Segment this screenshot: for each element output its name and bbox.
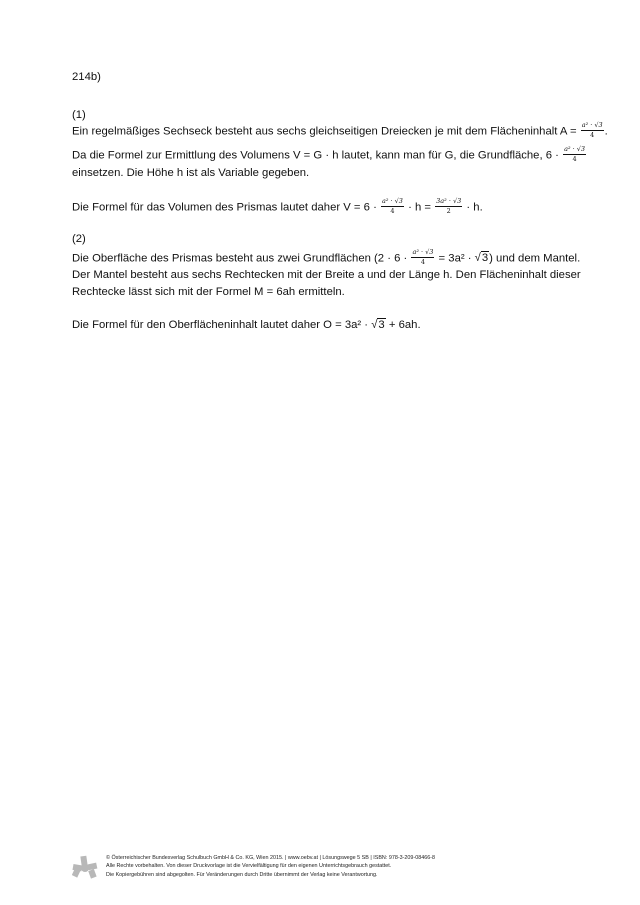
fraction-numerator: a² · √3 [412, 248, 434, 256]
footer-text [106, 854, 435, 879]
footer-rights: Alle Rechte vorbehalten. Von dieser Druckvorlage ist die Vervielfältigung für den eigenen Unterrichtsgebrauch gestattet. [106, 863, 392, 870]
fraction-a2sqrt3-over-4 [563, 146, 586, 163]
part1-line1-end: . [604, 125, 608, 138]
part1-line1-text: Ein regelmäßiges Sechseck besteht aus sechs gleichseitigen Dreiecken je mit dem Flächeninhalt A = [72, 125, 577, 138]
part2-line1 [72, 250, 580, 267]
fraction-a2sqrt3-over-4 [411, 249, 434, 266]
part2-line4 [72, 318, 421, 332]
part1-line4 [72, 199, 483, 216]
part2-line4-text-a: Die Formel für den Oberflächeninhalt lautet daher O = 3a² · [72, 319, 369, 331]
fraction-a2sqrt3-over-4 [581, 122, 604, 139]
publisher-logo-icon [72, 855, 98, 881]
fraction-a2sqrt3-over-4 [381, 198, 404, 215]
sqrt-3 [475, 252, 490, 264]
part1-line4-text-c: · h. [466, 201, 483, 214]
sqrt-sign: √ [371, 319, 378, 331]
sqrt-radicand: 3 [378, 319, 385, 331]
part2-line4-text-b: + 6ah. [388, 319, 421, 331]
part1-line4-text-a: Die Formel für das Volumen des Prismas lautet daher V = 6 · [72, 201, 377, 214]
part1-line3: einsetzen. Die Höhe h ist als Variable gegeben. [72, 167, 310, 179]
fraction-numerator: a² · √3 [581, 121, 603, 129]
footer-fees: Die Kopiergebühren sind abgegolten. Für Veränderungen durch Dritte übernimmt der Verlag keine Verantwortung. [106, 871, 378, 878]
part2-line1-text-c: ) und dem Mantel. [489, 252, 581, 265]
part1-label: (1) [72, 109, 86, 121]
part1-line2 [72, 147, 587, 164]
fraction-numerator: a² · √3 [564, 145, 586, 153]
exercise-heading: 214b) [72, 71, 101, 83]
fraction-denominator: 2 [446, 207, 451, 215]
footer-copyright: © Österreichischer Bundesverlag Schulbuch GmbH & Co. KG, Wien 2015. | www.oebv.at | Lösungswege 5 SB | ISBN: 978-3-209-08466-8 [106, 855, 435, 861]
fraction-numerator: a² · √3 [381, 197, 403, 205]
fraction-3a2sqrt3-over-2 [435, 198, 462, 215]
fraction-denominator: 4 [572, 155, 577, 163]
part2-line1-text-a: Die Oberfläche des Prismas besteht aus zwei Grundflächen (2 · 6 · [72, 252, 408, 265]
fraction-denominator: 4 [590, 131, 595, 139]
footer [72, 852, 592, 882]
part1-line2-text: Da die Formel zur Ermittlung des Volumens V = G · h lautet, kann man für G, die Grundfläche, 6 · [72, 149, 559, 162]
sqrt-3 [371, 319, 386, 331]
part2-label: (2) [72, 233, 86, 245]
sqrt-radicand: 3 [481, 252, 489, 265]
part2-line2: Der Mantel besteht aus sechs Rechtecken mit der Breite a und der Länge h. Den Flächeninhalt dieser [72, 269, 581, 281]
fraction-numerator: 3a² · √3 [436, 197, 462, 205]
part1-line4-text-b: · h = [408, 201, 432, 214]
sqrt-sign: √ [474, 252, 481, 265]
fraction-denominator: 4 [390, 207, 395, 215]
part2-line1-text-b: = 3a² · [438, 252, 472, 265]
part1-line1 [72, 123, 608, 140]
fraction-denominator: 4 [420, 258, 425, 266]
part2-line3: Rechtecke lässt sich mit der Formel M = 6ah ermitteln. [72, 286, 345, 298]
